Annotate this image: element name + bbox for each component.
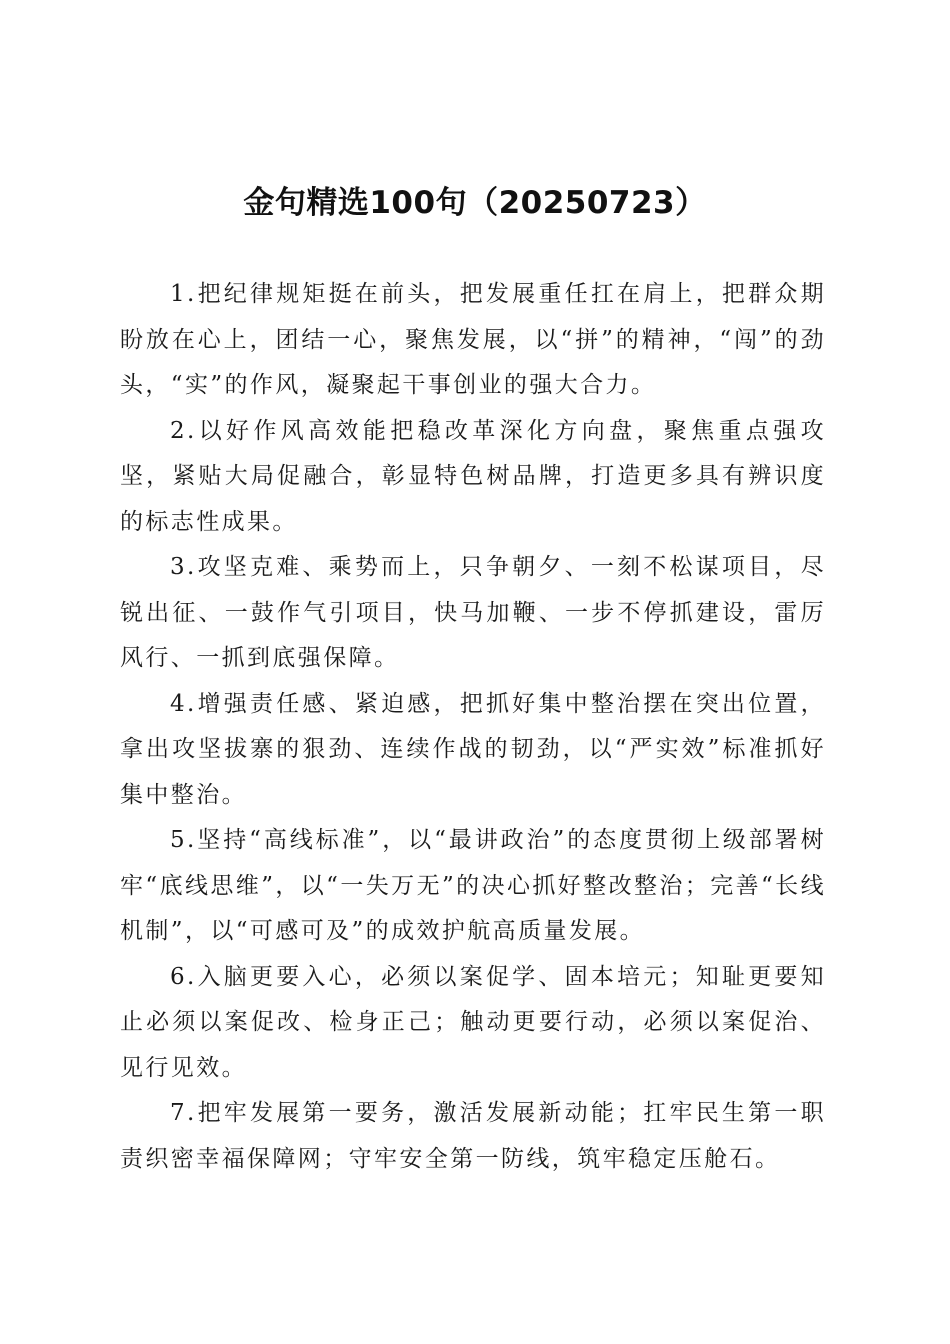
document-title: 金句精选100句（20250723） — [243, 185, 707, 221]
paragraph-4: 4.增强责任感、紧迫感，把抓好集中整治摆在突出位置，拿出攻坚拔寨的狠劲、连续作战的韧劲，以“严实效”标准抓好集中整治。 — [120, 690, 826, 808]
paragraph-3: 3.攻坚克难、乘势而上，只争朝夕、一刻不松谋项目，尽锐出征、一鼓作气引项目，快马加鞭、一步不停抓建设，雷厉风行、一抓到底强保障。 — [120, 554, 826, 671]
paragraph-6: 6.入脑更要入心，必须以案促学、固本培元；知耻更要知止必须以案促改、检身正己；触动更要行动，必须以案促治、见行见效。 — [120, 963, 826, 1081]
paragraph-2: 2.以好作风高效能把稳改革深化方向盘，聚焦重点强攻坚，紧贴大局促融合，彰显特色树品牌，打造更多具有辨识度的标志性成果。 — [120, 417, 826, 535]
paragraph-7: 7.把牢发展第一要务，激活发展新动能；扛牢民生第一职责织密幸福保障网；守牢安全第一防线，筑牢稳定压舱石。 — [120, 1100, 826, 1172]
document-body — [120, 272, 826, 1182]
paragraph-1: 1.把纪律规矩挺在前头，把发展重任扛在肩上，把群众期盼放在心上，团结一心，聚焦发展，以“拼”的精神，“闯”的劲头，“实”的作风，凝聚起干事创业的强大合力。 — [120, 281, 826, 398]
paragraph-5: 5.坚持“高线标准”，以“最讲政治”的态度贯彻上级部署树牢“底线思维”，以“一失万无”的决心抓好整改整治；完善“长线机制”，以“可感可及”的成效护航高质量发展。 — [120, 827, 826, 944]
